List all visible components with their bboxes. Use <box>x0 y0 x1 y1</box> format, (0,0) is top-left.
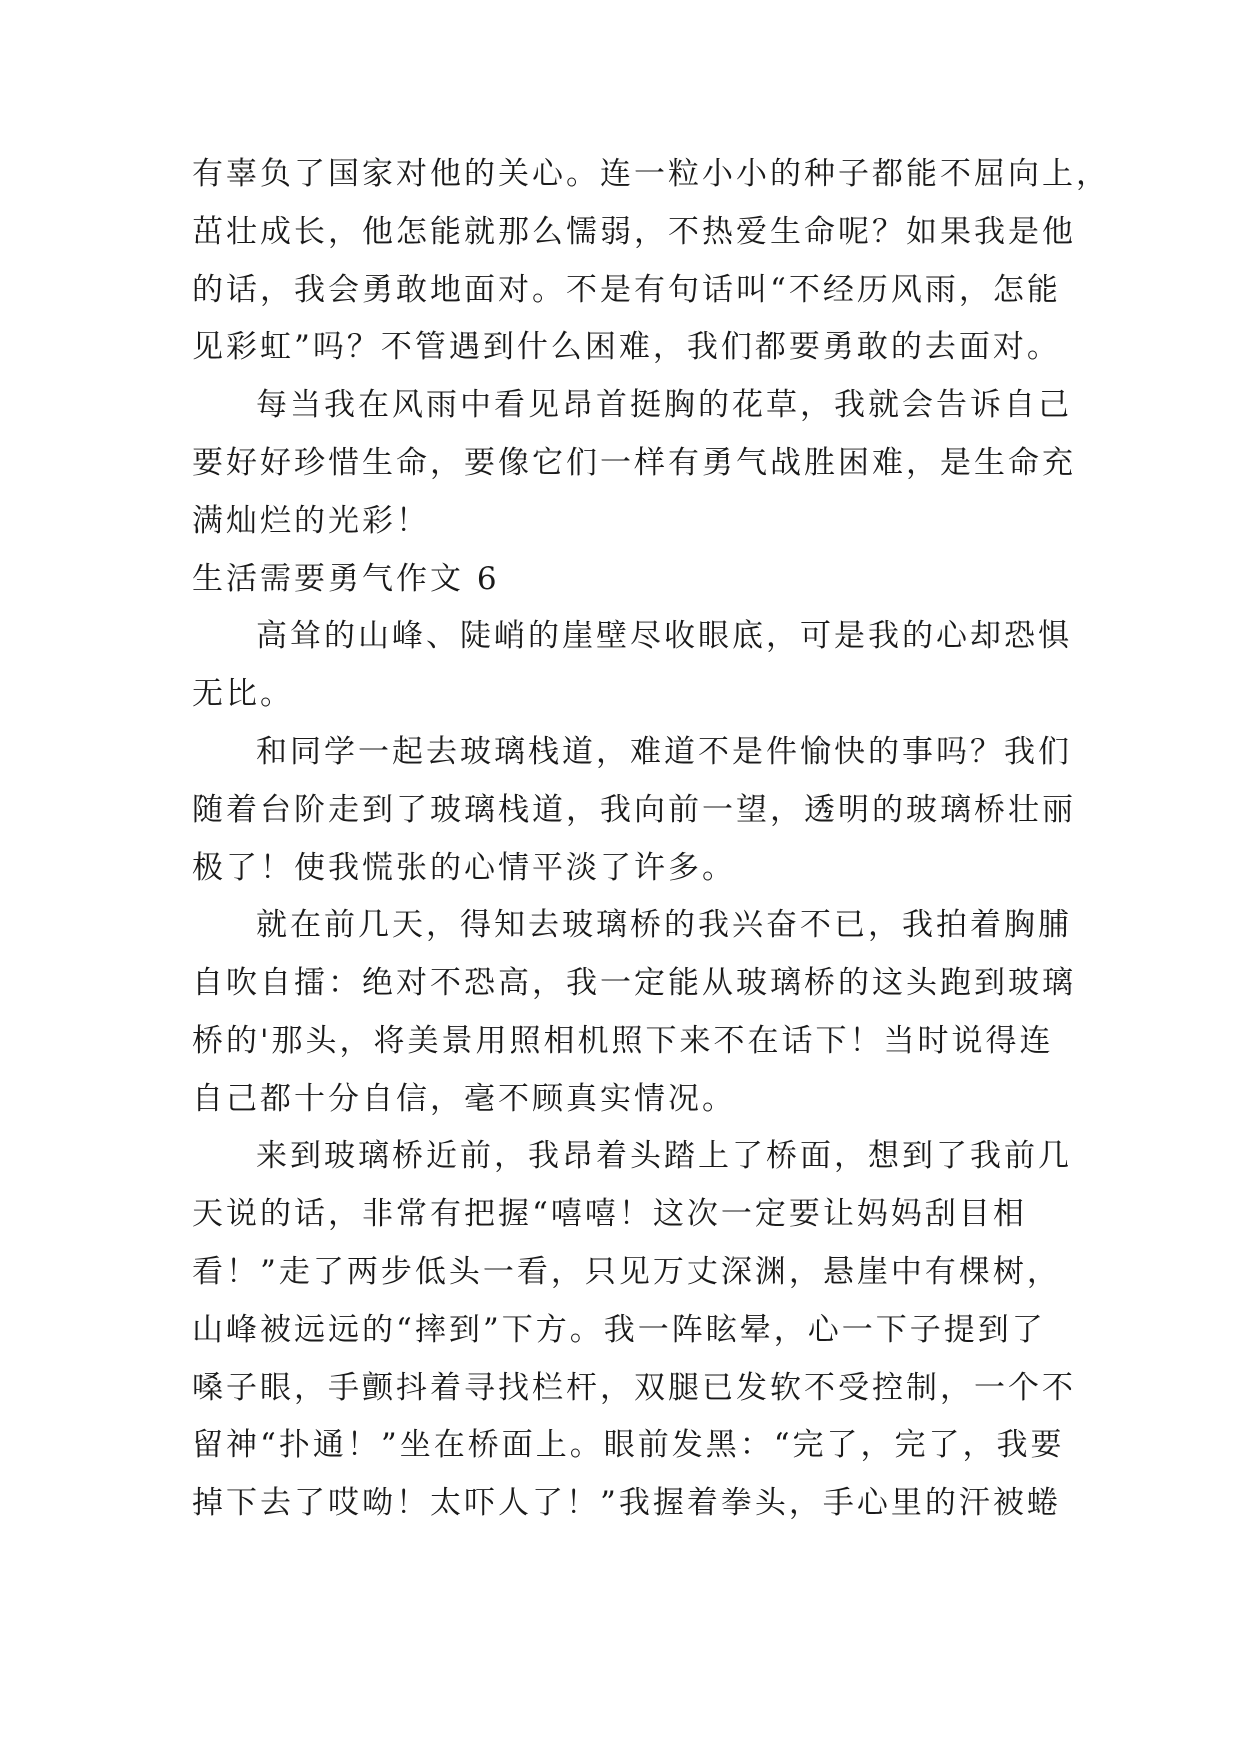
text-line: 的话，我会勇敢地面对。不是有句话叫“不经历风雨，怎能 <box>192 272 1061 308</box>
text-line: 嗓子眼，手颤抖着寻找栏杆，双腿已发软不受控制，一个不 <box>192 1370 1076 1406</box>
text-line: 自己都十分自信，毫不顾真实情况。 <box>192 1081 736 1117</box>
text-line: 掉下去了哎呦！太吓人了！”我握着拳头，手心里的汗被蜷 <box>192 1485 1061 1521</box>
text-line: 有辜负了国家对他的关心。连一粒小小的种子都能不屈向上， <box>192 156 1110 192</box>
paragraph-first-line: 每当我在风雨中看见昂首挺胸的花草，我就会告诉自己 <box>256 387 1072 423</box>
text-line: 茁壮成长，他怎能就那么懦弱，不热爱生命呢？如果我是他 <box>192 214 1076 250</box>
text-line: 天说的话，非常有把握“嘻嘻！这次一定要让妈妈刮目相 <box>192 1196 1027 1232</box>
paragraph-first-line: 和同学一起去玻璃栈道，难道不是件愉快的事吗？我们 <box>256 734 1072 770</box>
text-line: 见彩虹”吗？不管遇到什么困难，我们都要勇敢的去面对。 <box>192 329 1061 365</box>
text-line: 满灿烂的光彩！ <box>192 503 430 539</box>
text-line: 看！”走了两步低头一看，只见万丈深渊，悬崖中有棵树， <box>192 1254 1061 1290</box>
paragraph-first-line: 高耸的山峰、陡峭的崖壁尽收眼底，可是我的心却恐惧 <box>256 618 1072 654</box>
text-line: 留神“扑通！”坐在桥面上。眼前发黑：“完了，完了，我要 <box>192 1427 1065 1463</box>
text-line: 自吹自擂：绝对不恐高，我一定能从玻璃桥的这头跑到玻璃 <box>192 965 1076 1001</box>
text-line: 要好好珍惜生命，要像它们一样有勇气战胜困难，是生命充 <box>192 445 1076 481</box>
section-title: 生活需要勇气作文 6 <box>192 561 500 597</box>
paragraph-first-line: 就在前几天，得知去玻璃桥的我兴奋不已，我拍着胸脯 <box>256 907 1072 943</box>
text-line: 山峰被远远的“摔到”下方。我一阵眩晕，心一下子提到了 <box>192 1312 1046 1348</box>
text-line: 随着台阶走到了玻璃栈道，我向前一望，透明的玻璃桥壮丽 <box>192 792 1076 828</box>
text-line: 桥的'那头，将美景用照相机照下来不在话下！当时说得连 <box>192 1023 1054 1059</box>
paragraph-first-line: 来到玻璃桥近前，我昂着头踏上了桥面，想到了我前几 <box>256 1138 1072 1174</box>
text-line: 极了！使我慌张的心情平淡了许多。 <box>192 850 736 886</box>
text-line: 无比。 <box>192 676 294 712</box>
